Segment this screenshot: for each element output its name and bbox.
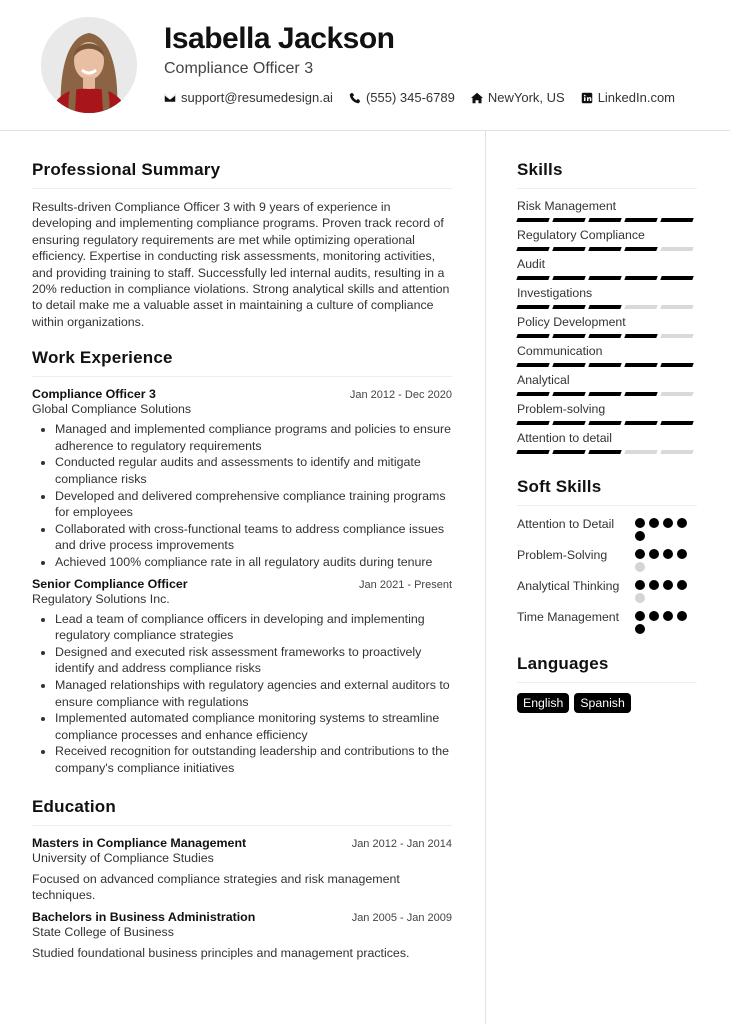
skill-level-segment [516,276,549,280]
skill-level-segment [624,276,657,280]
job-bullet: • Received recognition for outstanding leadership and contributions to the company's compliance initiatives [55,743,452,776]
envelope-icon [164,92,176,104]
soft-skill-name: Attention to Detail [517,517,615,531]
skill-level-segment [516,218,549,222]
skill-level-segment [552,276,585,280]
skill-level-segment [552,421,585,425]
soft-skill-item [517,578,697,603]
job-entry [32,577,452,777]
rating-dot-icon [663,580,673,590]
home-icon [471,92,483,104]
skill-level-segment [588,305,621,309]
education-heading: Education [32,797,452,826]
skill-level-bars [517,276,697,281]
rating-dot-icon [635,562,645,572]
resume-header [0,0,730,131]
soft-skills-heading: Soft Skills [517,477,697,506]
soft-skill-item [517,547,697,572]
job-company: Regulatory Solutions Inc. [32,591,170,606]
skill-level-segment [552,363,585,367]
skill-level-segment [624,305,657,309]
skills-section [517,160,697,455]
skill-level-segment [624,247,657,251]
skill-level-segment [624,450,657,454]
contact-linkedin[interactable] [581,90,675,105]
job-bullet: • Achieved 100% compliance rate in all regulatory audits during tenure [55,554,452,571]
experience-heading: Work Experience [32,348,452,377]
language-badge: Spanish [574,693,630,713]
contact-email[interactable] [164,90,333,105]
job-bullet: • Implemented automated compliance monitoring systems to streamline compliance processes and enhance efficiency [55,710,452,743]
skill-level-segment [624,421,657,425]
skill-name: Audit [517,257,546,271]
skill-level-segment [660,305,693,309]
soft-skill-item [517,609,697,634]
contact-list [164,90,675,105]
degree-title: Masters in Compliance Management [32,835,247,850]
skills-list [517,199,697,455]
job-title: Compliance Officer 3 [32,387,156,402]
rating-dot-icon [635,531,645,541]
skill-item [517,373,697,397]
education-entry [32,910,452,962]
job-bullet: • Managed relationships with regulatory agencies and external auditors to ensure compliance with regulations [55,677,452,710]
soft-skill-rating [635,547,691,572]
rating-dot-icon [677,549,687,559]
skill-item [517,286,697,310]
rating-dot-icon [663,549,673,559]
rating-dot-icon [635,580,645,590]
rating-dot-icon [677,580,687,590]
skill-level-segment [552,247,585,251]
job-bullet: • Managed and implemented compliance programs and policies to ensure adherence to regulatory requirements [55,421,452,454]
soft-skill-rating [635,609,691,634]
skill-level-segment [516,363,549,367]
skill-level-bars [517,305,697,310]
skill-level-segment [516,421,549,425]
skill-level-segment [660,450,693,454]
skill-name: Investigations [517,286,593,300]
job-bullet: • Collaborated with cross-functional teams to address compliance issues and drive process improvements [55,521,452,554]
skill-level-segment [660,392,693,396]
school-name: University of Compliance Studies [32,850,214,865]
skill-level-bars [517,247,697,252]
sidebar-column [517,160,697,713]
skill-level-segment [552,450,585,454]
languages-heading: Languages [517,654,697,683]
phone-icon [349,92,361,104]
skill-item [517,344,697,368]
skill-level-bars [517,392,697,397]
skill-item [517,257,697,281]
skill-level-segment [588,334,621,338]
contact-phone[interactable] [349,90,455,105]
skill-name: Policy Development [517,315,626,329]
skill-item [517,199,697,223]
rating-dot-icon [649,611,659,621]
candidate-name: Isabella Jackson [164,22,395,55]
rating-dot-icon [635,624,645,634]
soft-skill-rating [635,516,691,541]
skill-level-bars [517,363,697,368]
skill-level-segment [516,392,549,396]
skill-level-segment [588,450,621,454]
soft-skill-name: Problem-Solving [517,548,608,562]
skill-level-segment [516,450,549,454]
language-badge: English [517,693,569,713]
skills-heading: Skills [517,160,697,189]
languages-section [517,654,697,713]
skill-level-segment [660,276,693,280]
skill-level-segment [552,392,585,396]
skill-level-segment [588,363,621,367]
skill-name: Problem-solving [517,402,606,416]
skill-level-segment [624,363,657,367]
email-text: support@resumedesign.ai [181,90,333,105]
language-list [517,693,697,713]
avatar [41,17,137,113]
skill-level-segment [660,334,693,338]
linkedin-icon [581,92,593,104]
skill-level-bars [517,450,697,455]
rating-dot-icon [635,611,645,621]
skill-level-segment [588,421,621,425]
soft-skill-name: Analytical Thinking [517,579,620,593]
skill-level-segment [552,218,585,222]
candidate-title: Compliance Officer 3 [164,60,314,77]
job-bullet: • Conducted regular audits and assessments to identify and mitigate compliance risks [55,454,452,487]
skill-level-segment [624,392,657,396]
contact-location [471,90,565,105]
rating-dot-icon [663,611,673,621]
rating-dot-icon [635,593,645,603]
skill-level-segment [588,276,621,280]
skill-level-segment [660,247,693,251]
skill-level-segment [624,218,657,222]
job-bullets [32,421,452,570]
job-date: Jan 2012 - Dec 2020 [349,389,452,402]
education-entry [32,836,452,904]
profile-photo [41,17,137,113]
column-divider [485,131,486,1024]
school-name: State College of Business [32,924,174,939]
skill-level-segment [660,218,693,222]
skill-level-bars [517,334,697,339]
experience-section [32,348,452,776]
skill-level-segment [516,247,549,251]
location-text: NewYork, US [487,90,565,105]
skill-name: Analytical [517,373,570,387]
education-date: Jan 2012 - Jan 2014 [351,837,452,850]
skill-level-segment [588,247,621,251]
skill-name: Attention to detail [517,431,613,445]
skill-level-bars [517,218,697,223]
soft-skills-section [517,477,697,634]
rating-dot-icon [635,549,645,559]
job-bullet: • Lead a team of compliance officers in developing and implementing regulatory compliance strategies [55,611,452,644]
education-description: Focused on advanced compliance strategies and risk management techniques. [32,871,400,903]
job-bullets [32,611,452,777]
rating-dot-icon [663,518,673,528]
skill-item [517,315,697,339]
linkedin-text: LinkedIn.com [597,90,676,105]
skill-level-segment [660,421,693,425]
skill-level-segment [624,334,657,338]
skill-level-segment [588,392,621,396]
phone-text: (555) 345-6789 [365,90,455,105]
education-date: Jan 2005 - Jan 2009 [351,911,452,924]
soft-skill-name: Time Management [517,610,620,624]
skill-level-segment [552,305,585,309]
job-date: Jan 2021 - Present [359,578,452,591]
summary-section [32,160,452,330]
skill-name: Regulatory Compliance [517,228,645,242]
skill-level-segment [516,305,549,309]
summary-text: Results-driven Compliance Officer 3 with 9 years of experience in developing and implementing compliance programs. Proven track record of ensuring regulatory requirements are met while optimizing operational efficiency. Expertise in conducting risk assessments, monitoring activities, and providing training to staff. Successfully led internal audits, resulting in a 20% reduction in compliance violations. Strong analytical skills and attention to detail make me a valuable asset in maintaining a culture of compliance within organizations. [32,200,450,329]
skill-item [517,431,697,455]
main-column [32,160,452,967]
skill-level-segment [516,334,549,338]
soft-skills-list [517,516,697,634]
rating-dot-icon [677,611,687,621]
skill-level-segment [552,334,585,338]
soft-skill-rating [635,578,691,603]
skill-level-segment [660,363,693,367]
skill-level-segment [588,218,621,222]
skill-name: Communication [517,344,603,358]
job-title: Senior Compliance Officer [32,576,188,591]
soft-skill-item [517,516,697,541]
skill-item [517,402,697,426]
summary-heading: Professional Summary [32,160,452,189]
job-bullet: • Designed and executed risk assessment frameworks to proactively identify and address compliance risks [55,644,452,677]
job-bullet: • Developed and delivered comprehensive compliance training programs for employees [55,488,452,521]
rating-dot-icon [649,580,659,590]
skill-level-bars [517,421,697,426]
degree-title: Bachelors in Business Administration [32,909,256,924]
rating-dot-icon [649,549,659,559]
rating-dot-icon [677,518,687,528]
education-description: Studied foundational business principles and management practices. [32,945,410,960]
job-company: Global Compliance Solutions [32,402,192,417]
education-section [32,797,452,962]
rating-dot-icon [635,518,645,528]
skill-name: Risk Management [517,199,617,213]
job-entry [32,387,452,570]
skill-item [517,228,697,252]
rating-dot-icon [649,518,659,528]
